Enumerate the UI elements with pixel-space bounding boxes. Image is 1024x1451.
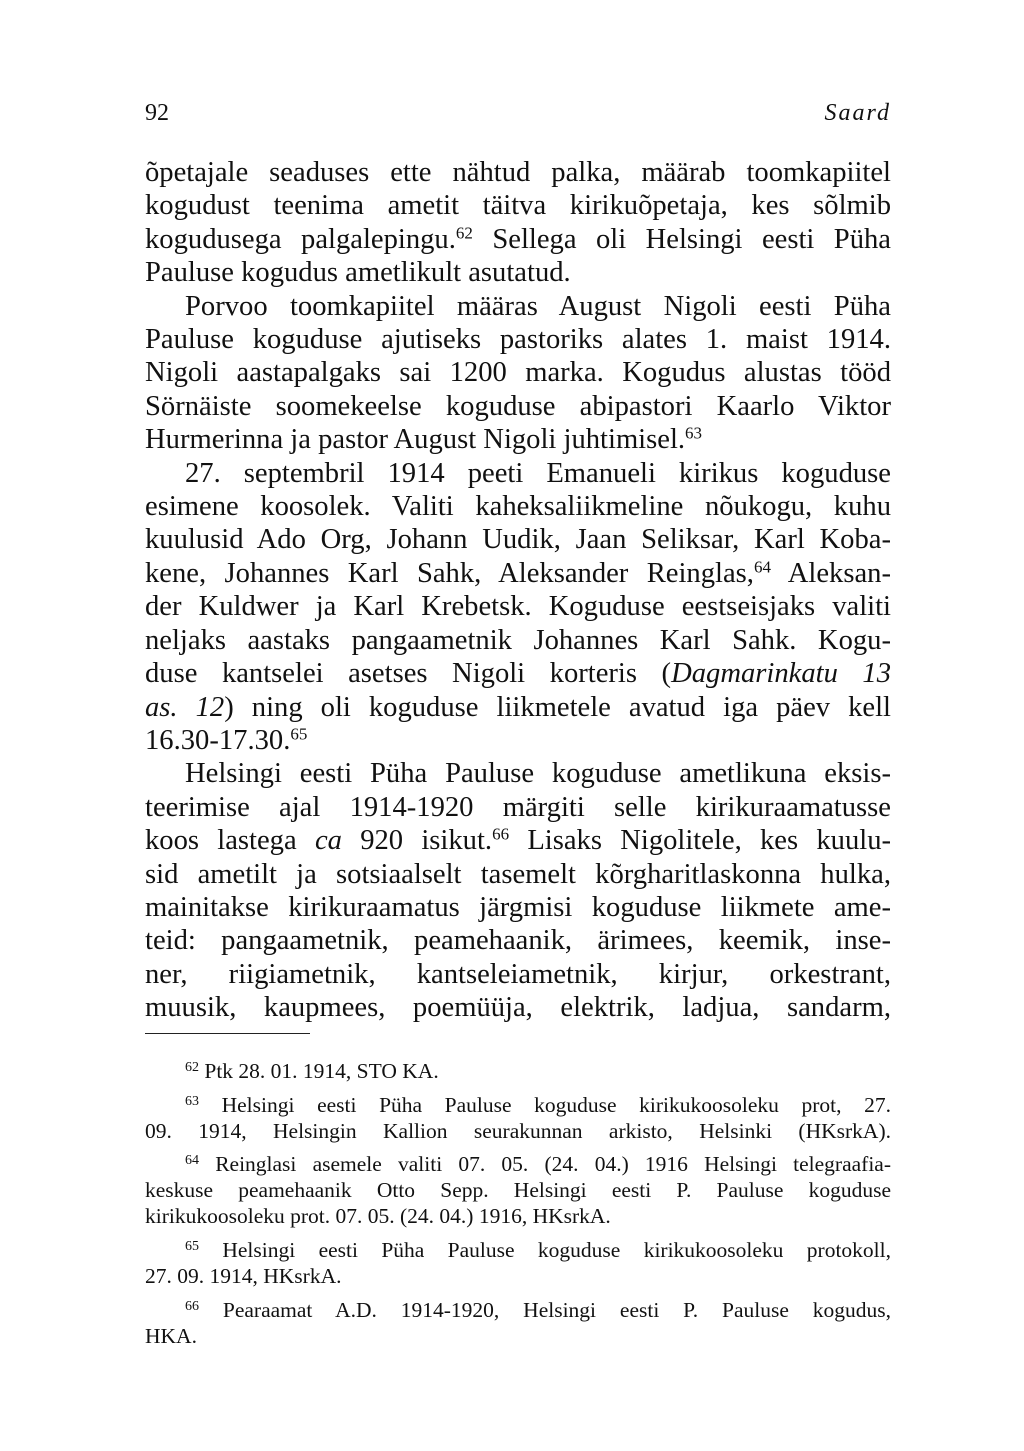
text-line: kogudusega palgalepingu.$^{62}$ Sellega oli Helsingi eesti Püha — [145, 223, 891, 255]
text-line: Pauluse koguduse ajutiseks pastoriks alates 1. maist 1914. — [145, 324, 891, 356]
text-line: mainitakse kirikuraamatus järgmisi koguduse liikmete ame- — [145, 891, 891, 923]
text-line: muusik, kaupmees, poemüüja, elektrik, ladjua, sandarm, — [145, 992, 891, 1024]
page-number: 92 — [145, 100, 169, 126]
text-line: esimene koosolek. Valiti kaheksaliikmeline nõukogu, kuhu — [145, 491, 891, 523]
text-line: duse kantselei asetses Nigoli korteris (Dagmarinkatu 13 — [145, 658, 891, 690]
footnote-ref: 63 — [685, 423, 703, 443]
main-text — [145, 156, 891, 1025]
abbreviation-ca: ca — [314, 825, 342, 857]
footnote-number: 66 — [185, 1298, 199, 1314]
footnote-64: $^{64}$ Reinglasi asemele valiti 07. 05. (24. 04.) 1916 Helsingi telegraafia- keskuse peamehaanik Otto Sepp. Helsingi eesti P. Pauluse koguduse kirikukoosoleku prot. 07. 05. (24. 04.) 1916, HKsrkA. — [145, 1152, 891, 1229]
footnote-65: $^{65}$ Helsingi eesti Püha Pauluse koguduse kirikukoosoleku protokoll, 27. 09. 1914, HKsrkA. — [145, 1238, 891, 1289]
footnote-number: 63 — [185, 1093, 199, 1109]
footnote-ref: 64 — [753, 557, 771, 577]
text-line: Porvoo toomkapiitel määras August Nigoli eesti Püha — [185, 290, 891, 322]
footnote-62: $^{62}$ Ptk 28. 01. 1914, STO KA. — [185, 1059, 439, 1083]
footnote-63: $^{63}$ Helsingi eesti Püha Pauluse koguduse kirikukoosoleku prot, 27. 09. 1914, Helsingin Kallion seurakunnan arkisto, Helsinki (HKsrkA). — [145, 1092, 892, 1143]
text-line: koos lastega ca 920 isikut.$^{66}$ Lisaks Nigolitele, kes kuulu- — [145, 824, 892, 857]
text-line: Helsingi eesti Püha Pauluse koguduse ametlikuna eksis- — [185, 758, 891, 790]
text-line: teid: pangaametnik, peamehaanik, ärimees, keemik, inse- — [145, 925, 891, 957]
text-line: sid ametilt ja sotsiaalselt tasemelt kõrgharitlaskonna hulka, — [145, 858, 891, 890]
text-line: kogudust teenima ametit täitva kirikuõpetaja, kes sõlmib — [145, 190, 891, 222]
text-line: neljaks aastaks pangaametnik Johannes Karl Sahk. Kogu- — [145, 624, 891, 656]
text-line: Sörnäiste soomekeelse koguduse abipastori Kaarlo Viktor — [145, 390, 891, 422]
text-line: Nigoli aastapalgaks sai 1200 marka. Kogudus alustas tööd — [145, 357, 891, 389]
street-number: as. 12 — [145, 691, 225, 723]
footnote-66: $^{66}$ Pearaamat A.D. 1914-1920, Helsingi eesti P. Pauluse kogudus, HKA. — [145, 1297, 891, 1348]
text-line: 27. septembril 1914 peeti Emanueli kirikus koguduse — [185, 457, 891, 489]
footnote-number: 64 — [185, 1153, 199, 1169]
footnote-ref: 65 — [290, 724, 308, 744]
running-head: Saard — [824, 100, 891, 126]
text-line: der Kuldwer ja Karl Krebetsk. Koguduse eestseisjaks valiti — [145, 591, 891, 623]
text-line: Pauluse kogudus ametlikult asutatud. — [145, 257, 571, 289]
text-line: kene, Johannes Karl Sahk, Aleksander Reinglas,$^{64}$ Aleksan- — [145, 557, 891, 589]
footnote-number: 65 — [185, 1239, 199, 1255]
footnote-ref: 62 — [455, 223, 473, 243]
text-line: 16.30-17.30.65 — [145, 724, 308, 756]
footnote-divider — [145, 1033, 310, 1034]
page-header — [145, 96, 891, 130]
text-line: kuulusid Ado Org, Johann Uudik, Jaan Seliksar, Karl Koba- — [145, 524, 891, 556]
footnote-number: 62 — [185, 1060, 199, 1075]
text-line: as. 12) ning oli koguduse liikmetele avatud iga päev kell — [145, 691, 891, 723]
text-line: teerimise ajal 1914-1920 märgiti selle kirikuraamatusse — [145, 791, 891, 823]
street-name: Dagmarinkatu 13 — [671, 658, 891, 690]
text-line: ner, riigiametnik, kantseleiametnik, kirjur, orkestrant, — [145, 958, 891, 990]
text-line: Hurmerinna ja pastor August Nigoli juhtimisel.$^{63}$ — [145, 423, 703, 456]
footnote-ref: 66 — [492, 824, 510, 844]
footnotes — [145, 1058, 891, 1356]
text-line: õpetajale seaduses ette nähtud palka, määrab toomkapiitel — [145, 157, 891, 188]
